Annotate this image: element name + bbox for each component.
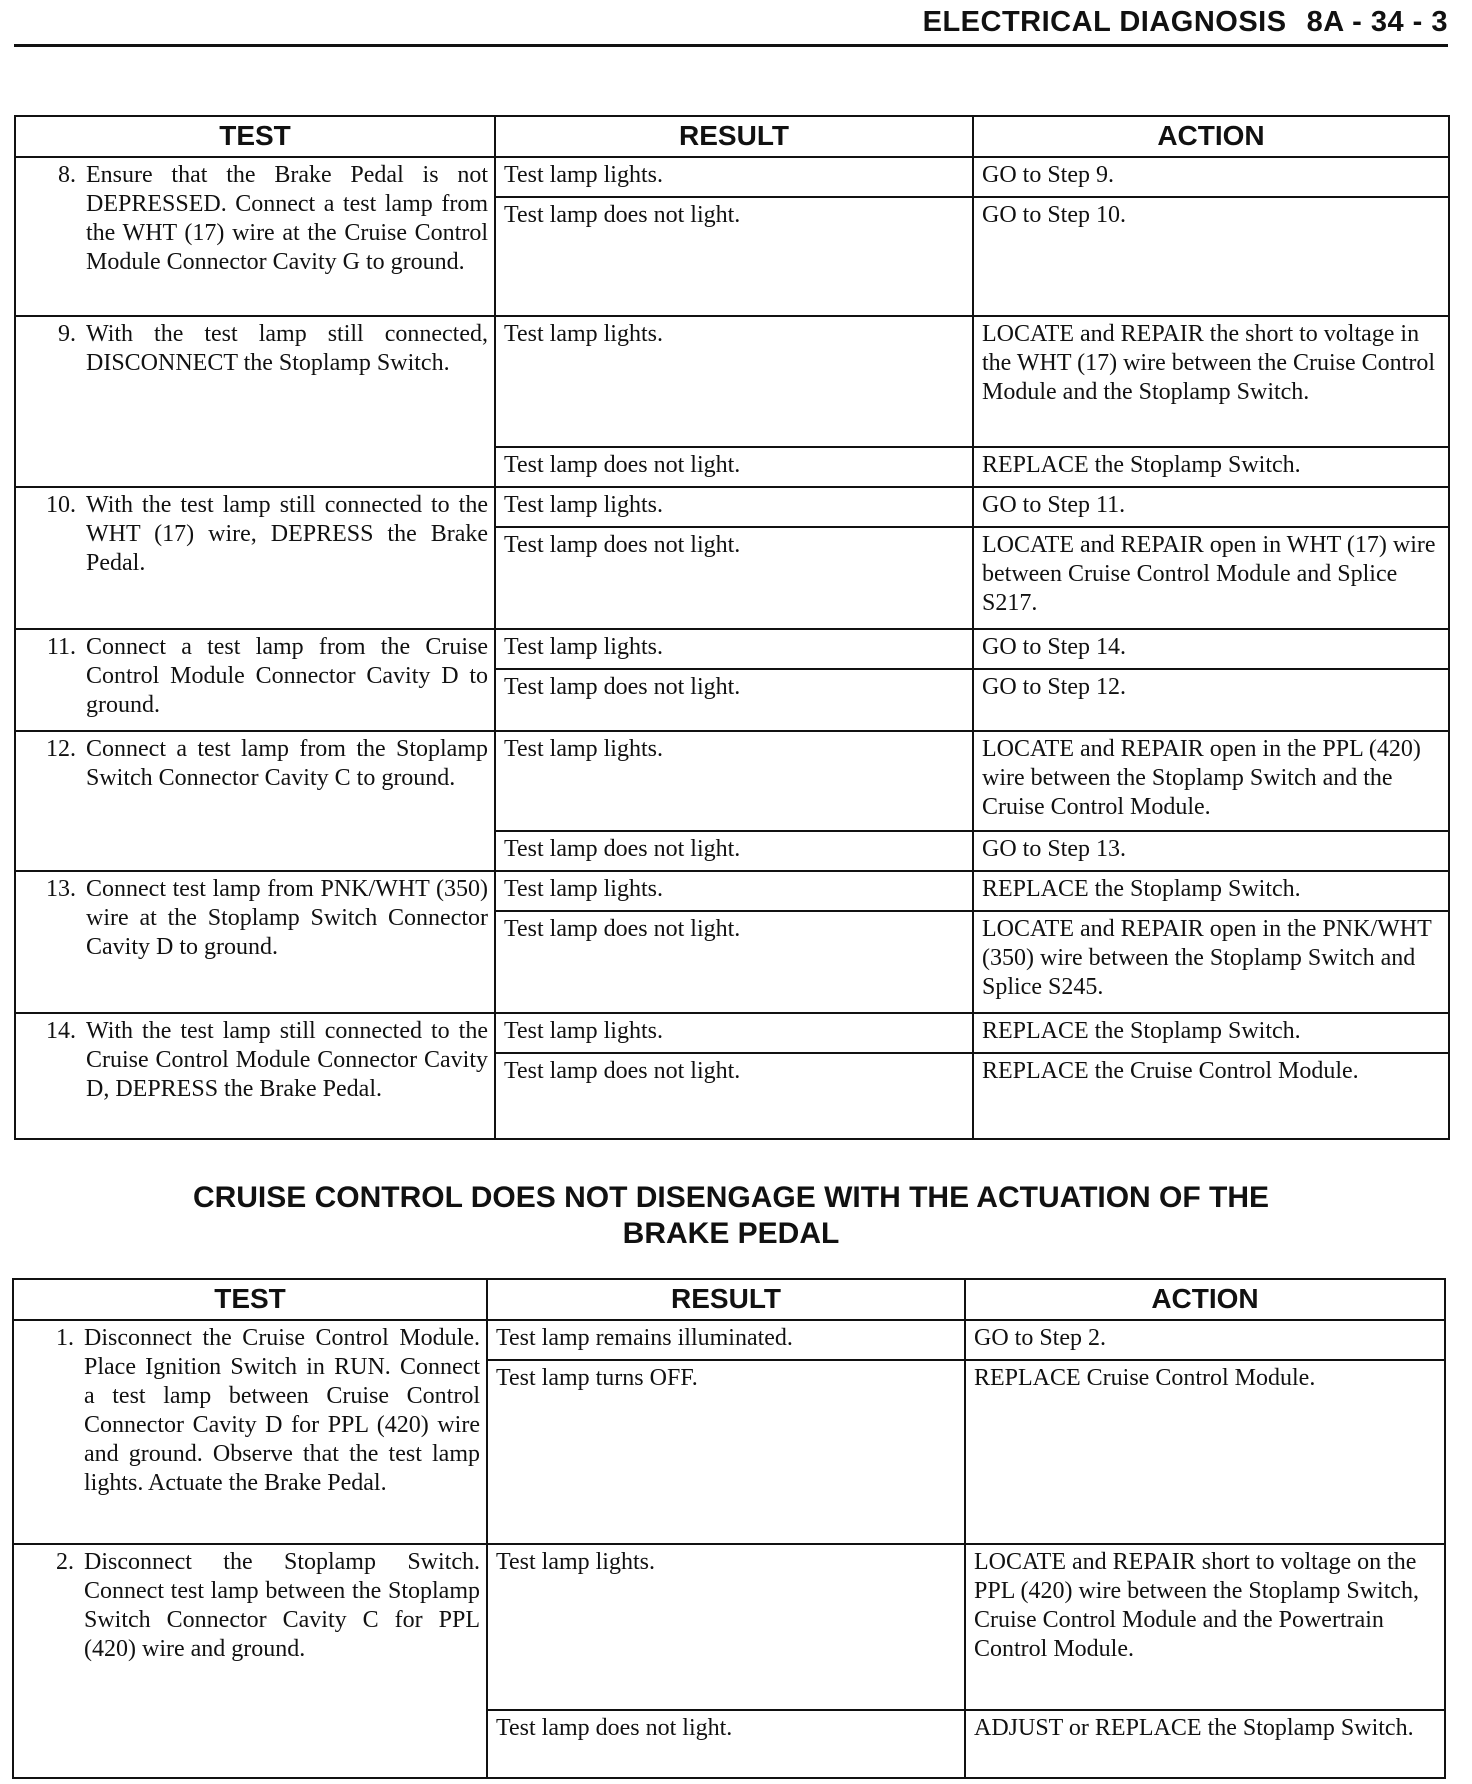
table-header-row [15,116,1449,157]
column-header-test: TEST [13,1279,487,1320]
result-cell: Test lamp does not light. [495,831,973,871]
result-cell: Test lamp turns OFF. [487,1360,965,1544]
step-number: 11. [46,634,76,660]
diagnostic-table-2 [12,1278,1446,1779]
result-cell: Test lamp lights. [495,871,973,911]
test-description: Connect test lamp from PNK/WHT (350) wire at the Stoplamp Switch Connector Cavity D to ground. [86,876,488,960]
result-cell: Test lamp does not light. [495,1053,973,1139]
column-header-result: RESULT [487,1279,965,1320]
test-description: Connect a test lamp from the Stoplamp Switch Connector Cavity C to ground. [86,736,488,791]
action-cell: REPLACE the Stoplamp Switch. [973,871,1449,911]
result-cell: Test lamp lights. [495,1013,973,1053]
table-header-row [13,1279,1445,1320]
column-header-action: ACTION [973,116,1449,157]
test-description: With the test lamp still connected to the Cruise Control Module Connector Cavity D, DEPRESS the Brake Pedal. [86,1018,488,1102]
action-cell: REPLACE the Stoplamp Switch. [973,447,1449,487]
table-row [15,316,1449,447]
test-cell [15,316,495,487]
step-number: 12. [46,736,76,762]
table-row [15,1013,1449,1053]
table-row [13,1544,1445,1710]
test-cell [15,157,495,316]
result-cell: Test lamp does not light. [487,1710,965,1778]
result-cell: Test lamp lights. [495,157,973,197]
table-row [15,487,1449,527]
test-description: Ensure that the Brake Pedal is not DEPRESSED. Connect a test lamp from the WHT (17) wire at the Cruise Control Module Connector Cavity G to ground. [86,162,488,275]
result-cell: Test lamp does not light. [495,911,973,1013]
section-title-line-1: CRUISE CONTROL DOES NOT DISENGAGE WITH THE ACTUATION OF THE [192,1181,1270,1214]
action-cell: LOCATE and REPAIR open in WHT (17) wire between Cruise Control Module and Splice S217. [973,527,1449,629]
test-cell [15,731,495,871]
test-cell [15,871,495,1013]
action-cell: LOCATE and REPAIR open in the PNK/WHT (350) wire between the Stoplamp Switch and Splice S245. [973,911,1449,1013]
result-cell: Test lamp lights. [487,1544,965,1710]
action-cell: GO to Step 10. [973,197,1449,316]
action-cell: GO to Step 9. [973,157,1449,197]
step-number: 9. [58,321,76,347]
running-header [923,6,1448,39]
result-cell: Test lamp does not light. [495,669,973,731]
result-cell: Test lamp lights. [495,316,973,447]
action-cell: ADJUST or REPLACE the Stoplamp Switch. [965,1710,1445,1778]
test-description: With the test lamp still connected to the WHT (17) wire, DEPRESS the Brake Pedal. [86,492,488,576]
step-number: 13. [46,876,76,902]
section-title-line-2: BRAKE PEDAL [622,1217,840,1250]
action-cell: REPLACE the Cruise Control Module. [973,1053,1449,1139]
test-cell [13,1544,487,1778]
result-cell: Test lamp lights. [495,731,973,831]
page-code: 8A - 34 - 3 [1306,6,1448,38]
table-row [15,731,1449,831]
action-cell: REPLACE Cruise Control Module. [965,1360,1445,1544]
test-cell [15,629,495,731]
column-header-result: RESULT [495,116,973,157]
test-description: With the test lamp still connected, DISCONNECT the Stoplamp Switch. [86,321,488,376]
table-row [15,871,1449,911]
test-cell [15,1013,495,1139]
table-row [15,157,1449,197]
test-cell [15,487,495,629]
test-description: Connect a test lamp from the Cruise Control Module Connector Cavity D to ground. [86,634,488,718]
header-title: ELECTRICAL DIAGNOSIS [922,6,1287,38]
step-number: 14. [46,1018,76,1044]
action-cell: LOCATE and REPAIR the short to voltage in the WHT (17) wire between the Cruise Control Module and the Stoplamp Switch. [973,316,1449,447]
table-row [15,629,1449,669]
action-cell: LOCATE and REPAIR open in the PPL (420) wire between the Stoplamp Switch and the Cruise Control Module. [973,731,1449,831]
result-cell: Test lamp does not light. [495,447,973,487]
action-cell: GO to Step 11. [973,487,1449,527]
action-cell: REPLACE the Stoplamp Switch. [973,1013,1449,1053]
step-number: 1. [56,1325,74,1351]
column-header-action: ACTION [965,1279,1445,1320]
action-cell: LOCATE and REPAIR short to voltage on the PPL (420) wire between the Stoplamp Switch, Cruise Control Module and the Powertrain Control Module. [965,1544,1445,1710]
action-cell: GO to Step 14. [973,629,1449,669]
diagnostic-table-1 [14,115,1450,1140]
step-number: 8. [58,162,76,188]
result-cell: Test lamp does not light. [495,197,973,316]
step-number: 10. [46,492,76,518]
result-cell: Test lamp lights. [495,629,973,669]
page-header [14,0,1448,47]
test-cell [13,1320,487,1544]
test-description: Disconnect the Cruise Control Module. Place Ignition Switch in RUN. Connect a test lamp between Cruise Control Connector Cavity D for PPL (420) wire and ground. Observe that the test lamp lights. Actuate the Brake Pedal. [84,1325,480,1496]
result-cell: Test lamp lights. [495,487,973,527]
section-title [14,1180,1448,1252]
action-cell: GO to Step 13. [973,831,1449,871]
step-number: 2. [56,1549,74,1575]
action-cell: GO to Step 12. [973,669,1449,731]
column-header-test: TEST [15,116,495,157]
table-row [13,1320,1445,1360]
result-cell: Test lamp does not light. [495,527,973,629]
action-cell: GO to Step 2. [965,1320,1445,1360]
test-description: Disconnect the Stoplamp Switch. Connect test lamp between the Stoplamp Switch Connector Cavity C for PPL (420) wire and ground. [84,1549,480,1662]
result-cell: Test lamp remains illuminated. [487,1320,965,1360]
